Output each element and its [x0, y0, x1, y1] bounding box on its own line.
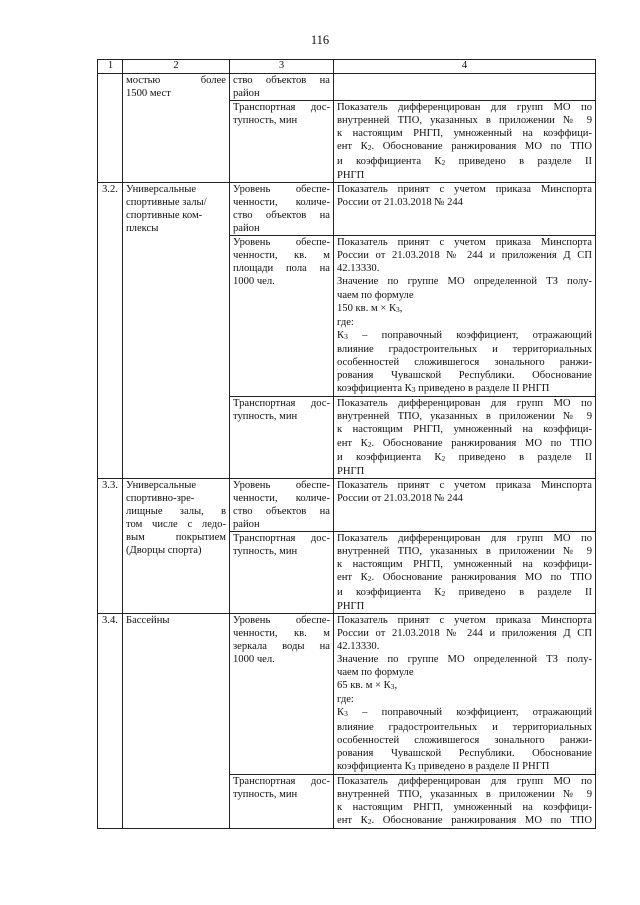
object-name: Бассейны [123, 613, 230, 829]
page-number: 116 [310, 33, 330, 47]
table-row [98, 182, 596, 235]
row-number [98, 74, 123, 183]
header-col-1: 1 [98, 60, 123, 74]
indicator-note: Показатель дифференцирован для групп МО по внутренней ТПО, указанных в приложении № 9 к настоящим РНГП, умноженный на коэффици- ент К2. Обоснование ранжирования МО по ТПО и коэффициента К2 приведено в разделе II РНГП [334, 101, 596, 183]
indicator-note: Показатель дифференцирован для групп МО по внутренней ТПО, указанных в приложении № 9 к настоящим РНГП, умноженный на коэффици- ент К2. Обоснование ранжирования МО по ТПО и коэффициента К2 приведено в разделе II РНГП [334, 397, 596, 479]
indicator-name: Уровень обеспе- ченности, количе- ство объектов на район [230, 478, 334, 531]
indicator-name: Уровень обеспе- ченности, количе- ство объектов на район [230, 182, 334, 235]
row-number: 3.3. [98, 478, 123, 613]
indicator-name: Транспортная дос- тупность, мин [230, 101, 334, 183]
indicator-note: Показатель дифференцирован для групп МО по внутренней ТПО, указанных в приложении № 9 к настоящим РНГП, умноженный на коэффици- ент К2. Обоснование ранжирования МО по ТПО [334, 774, 596, 828]
indicator-name: Транспортная дос- тупность, мин [230, 532, 334, 614]
indicator-note [334, 74, 596, 101]
object-name: мостью более 1500 мест [123, 74, 230, 183]
indicator-name: Уровень обеспе- ченности, кв. м площади пола на 1000 чел. [230, 236, 334, 397]
indicator-note: Показатель дифференцирован для групп МО по внутренней ТПО, указанных в приложении № 9 к настоящим РНГП, умноженный на коэффици- ент К2. Обоснование ранжирования МО по ТПО и коэффициента К2 приведено в разделе II РНГП [334, 532, 596, 614]
indicator-note: Показатель принят с учетом приказа Минспорта России от 21.03.2018 № 244 и приложения Д СП 42.13330. Значение по группе МО определенной ТЗ полу- чаем по формуле 150 кв. м × К3, где: К3 – поправочный коэффициент, отражающий влияние градостроительных и территориальных особенностей сложившегося зонального ранжи- рования Чувашской Республики. Обоснование коэффициента К3 приведено в разделе II РНГП [334, 236, 596, 397]
indicator-note: Показатель принят с учетом приказа Минспорта России от 21.03.2018 № 244 [334, 182, 596, 235]
header-col-3: 3 [230, 60, 334, 74]
row-number: 3.2. [98, 182, 123, 478]
indicator-name: Транспортная дос- тупность, мин [230, 774, 334, 828]
table-row [98, 613, 596, 774]
indicator-note: Показатель принят с учетом приказа Минспорта России от 21.03.2018 № 244 и приложения Д СП 42.13330. Значение по группе МО определенной ТЗ полу- чаем по формуле 65 кв. м × К3, где: К3 – поправочный коэффициент, отражающий влияние градостроительных и территориальных особенностей сложившегося зонального ранжи- рования Чувашской Республики. Обоснование коэффициента К3 приведено в разделе II РНГП [334, 613, 596, 774]
indicator-name: Транспортная дос- тупность, мин [230, 397, 334, 479]
table-row [98, 74, 596, 101]
standards-table [97, 59, 596, 829]
table-row [98, 478, 596, 531]
indicator-note: Показатель принят с учетом приказа Минспорта России от 21.03.2018 № 244 [334, 478, 596, 531]
header-col-2: 2 [123, 60, 230, 74]
header-col-4: 4 [334, 60, 596, 74]
table-header-row [98, 60, 596, 74]
object-name: Универсальные спортивные залы/ спортивные ком- плексы [123, 182, 230, 478]
indicator-name: Уровень обеспе- ченности, кв. м зеркала воды на 1000 чел. [230, 613, 334, 774]
object-name: Универсальные спортивно-зре- лищные залы, в том числе с ледо- вым покрытием (Дворцы спорта) [123, 478, 230, 613]
row-number: 3.4. [98, 613, 123, 829]
indicator-name: ство объектов на район [230, 74, 334, 101]
